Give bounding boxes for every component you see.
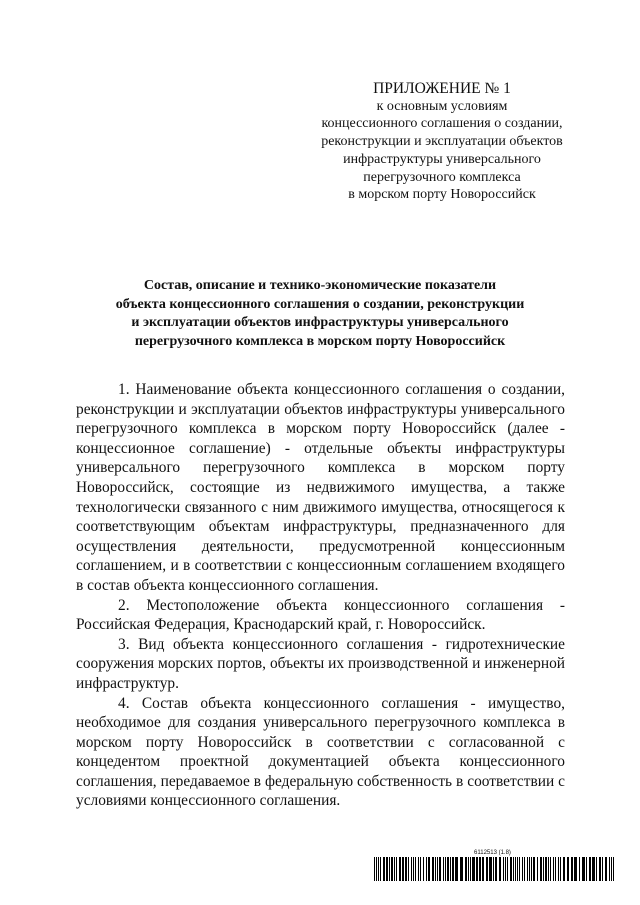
barcode-bar [517, 857, 518, 881]
barcode-bar [515, 857, 516, 881]
barcode-bar [378, 857, 379, 881]
barcode-bar [563, 857, 565, 881]
paragraph-4: 4. Состав объекта концессионного соглашения - имущество, необходимое для создания универсального перегрузочного комплекса в морском порту Новороссийск в соответствии с согласованной с концедентом проектной документацией объекта концессионного соглашения, передаваемое в федеральную собственность в соответствии с условиями концессионного соглашения. [76, 694, 565, 810]
title-line: и эксплуатации объектов инфраструктуры универсального [131, 315, 509, 331]
barcode-bar [391, 857, 393, 881]
barcode-bar [486, 857, 488, 881]
document-code: 6112513 (1.8) [474, 850, 511, 856]
barcode-bar [543, 857, 544, 881]
barcode-bar [582, 857, 585, 881]
barcode-bar [596, 857, 597, 881]
barcode-bar [445, 857, 446, 881]
barcode-bar [423, 857, 424, 881]
barcode-bar [611, 857, 612, 881]
barcode-bar [468, 857, 469, 881]
barcode-bar [605, 857, 607, 881]
barcode-bar [592, 857, 595, 881]
barcode-bar [439, 857, 441, 881]
barcode-bar [450, 857, 451, 881]
barcode-bar [529, 857, 530, 881]
barcode-bar [396, 857, 397, 881]
barcode-bar [499, 857, 501, 881]
title-line: Состав, описание и технико-экономические показатели [143, 278, 497, 293]
barcode-bar [460, 857, 463, 881]
barcode-bar [389, 857, 390, 881]
barcode-bar [399, 857, 401, 881]
barcode-bar [413, 857, 414, 881]
barcode-bar [432, 857, 434, 881]
paragraph-3: 3. Вид объекта концессионного соглашения - гидротехнические сооружения морских портов, объекты их производственной и инженерной инфраструктур. [76, 635, 565, 692]
barcode-bar [447, 857, 449, 881]
barcode-bar [571, 857, 573, 881]
barcode-bar [533, 857, 535, 881]
barcode-bar [560, 857, 561, 881]
appendix-heading: ПРИЛОЖЕНИЕ № 1 [373, 80, 511, 97]
barcode-bar [405, 857, 407, 881]
barcode-bar [482, 857, 484, 881]
barcode-bar [411, 857, 412, 881]
barcode [374, 857, 615, 881]
barcode-bar [548, 857, 549, 881]
appendix-line: реконструкции и эксплуатации объектов [321, 134, 563, 150]
appendix-line: инфраструктуры универсального [343, 151, 541, 167]
barcode-bar [394, 857, 395, 881]
barcode-bar [609, 857, 610, 881]
barcode-bar [602, 857, 603, 881]
barcode-bar [555, 857, 556, 881]
appendix-line: к основным условиям [376, 98, 508, 114]
barcode-bar [472, 857, 475, 881]
barcode-bar [574, 857, 577, 881]
barcode-bar [376, 857, 377, 881]
barcode-bar [415, 857, 416, 881]
barcode-bar [479, 857, 481, 881]
barcode-bar [443, 857, 444, 881]
barcode-bar [567, 857, 569, 881]
barcode-bar [408, 857, 409, 881]
barcode-bar [540, 857, 542, 881]
barcode-bar [558, 857, 559, 881]
barcode-bar [426, 857, 427, 881]
barcode-bar [553, 857, 554, 881]
barcode-bar [402, 857, 404, 881]
barcode-bar [437, 857, 438, 881]
barcode-bar [524, 857, 525, 881]
barcode-bar [531, 857, 532, 881]
barcode-bar [386, 857, 388, 881]
barcode-bar [428, 857, 430, 881]
barcode-bar [503, 857, 504, 881]
appendix-line: в морском порту Новороссийск [348, 187, 536, 203]
barcode-bar [507, 857, 508, 881]
barcode-bar [519, 857, 520, 881]
barcode-bar [420, 857, 421, 881]
paragraph-2: 2. Местоположение объекта концессионного соглашения - Российская Федерация, Краснодарский край, г. Новороссийск. [76, 596, 565, 634]
barcode-bar [455, 857, 458, 881]
barcode-bar [470, 857, 471, 881]
barcode-bar [537, 857, 538, 881]
barcode-bar [522, 857, 523, 881]
barcode-bar [545, 857, 547, 881]
title-line: перегрузочного комплекса в морском порту Новороссийск [134, 334, 506, 350]
appendix-header [292, 80, 592, 204]
appendix-line: перегрузочного комплекса [363, 169, 521, 185]
barcode-bar [476, 857, 478, 881]
barcode-bar [452, 857, 454, 881]
barcode-bar [513, 857, 514, 881]
barcode-bar [495, 857, 497, 881]
barcode-bar [489, 857, 492, 881]
barcode-bar [586, 857, 587, 881]
barcode-bar [418, 857, 419, 881]
document-body [76, 380, 565, 811]
paragraph-1: 1. Наименование объекта концессионного соглашения о создании, реконструкции и эксплуатации объектов инфраструктуры универсального перегрузочного комплекса в морском порту Новороссийск (далее - концессионное соглашение) - отдельные объекты инфраструктуры универсального перегрузочного комплекса в морском порту Новороссийск, состоящие из недвижимого имущества, а также технологически связанного с ним движимого имущества, относящегося к соответствующим объектам инфраструктуры, предназначенного для осуществления деятельности, предусмотренной концессионным соглашением, и в соответствии с концессионным соглашением входящего в состав объекта концессионного соглашения. [76, 381, 565, 594]
barcode-bar [613, 857, 614, 881]
barcode-bar [383, 857, 385, 881]
barcode-bar [380, 857, 381, 881]
document-title [86, 277, 554, 352]
appendix-line: концессионного соглашения о создании, [321, 116, 563, 132]
barcode-bar [465, 857, 467, 881]
barcode-bar [374, 857, 375, 881]
barcode-bar [550, 857, 551, 881]
barcode-bar [599, 857, 601, 881]
barcode-bar [435, 857, 436, 881]
barcode-bar [527, 857, 528, 881]
barcode-bar [505, 857, 506, 881]
title-line: объекта концессионного соглашения о создании, реконструкции [115, 296, 525, 312]
barcode-bar [493, 857, 494, 881]
barcode-bar [579, 857, 580, 881]
barcode-bar [589, 857, 591, 881]
barcode-bar [510, 857, 512, 881]
